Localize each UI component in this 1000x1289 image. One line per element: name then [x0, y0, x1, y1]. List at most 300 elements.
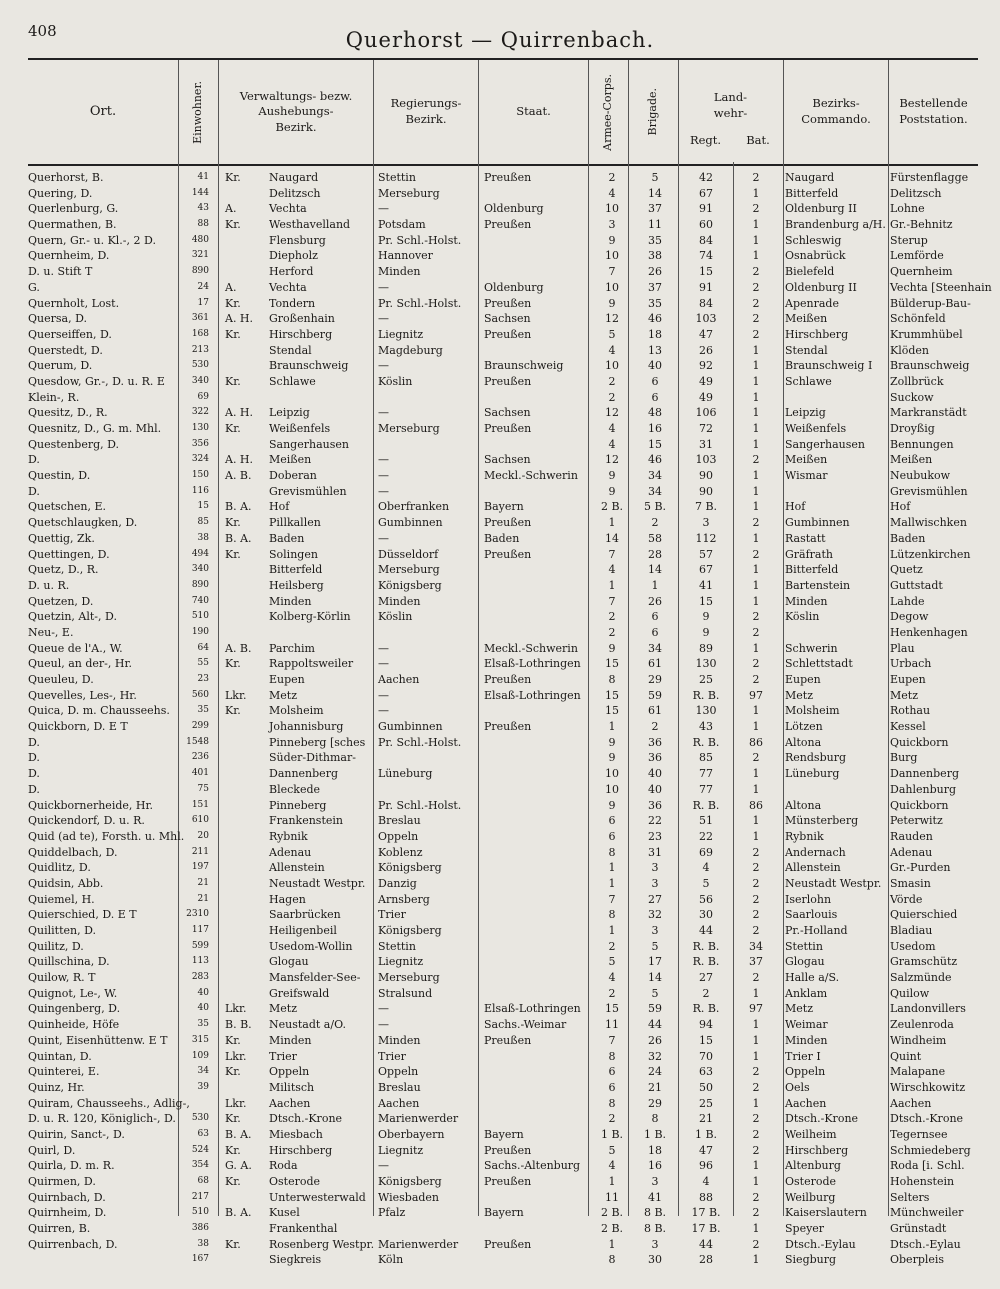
- government-district: Pr. Schl.-Holst.: [378, 798, 462, 812]
- brigade: 26: [648, 1033, 662, 1047]
- table-row: [28, 1111, 978, 1127]
- landwehr-regiment: 25: [699, 673, 713, 686]
- post-station: Smasin: [890, 876, 931, 890]
- table-row: [28, 1001, 978, 1017]
- army-corps: 1: [608, 924, 616, 937]
- place-name: Quern, Gr.- u. Kl.-, 2 D.: [28, 233, 156, 247]
- header-landwehr: Land- wehr-: [713, 90, 748, 120]
- landwehr-regiment: 57: [699, 547, 713, 561]
- population: 197: [191, 862, 209, 873]
- army-corps: 1: [608, 861, 616, 875]
- state: Preußen: [484, 720, 532, 734]
- government-district: Köln: [378, 1253, 404, 1267]
- landwehr-battalion: 1: [752, 374, 760, 388]
- brigade: 59: [648, 1002, 662, 1016]
- district-command: Halle a/S.: [785, 971, 840, 985]
- landwehr-regiment: 112: [695, 531, 717, 545]
- landwehr-battalion: 2: [752, 547, 760, 561]
- army-corps: 6: [608, 814, 616, 828]
- landwehr-battalion: 1: [752, 422, 760, 435]
- admin-district: Bleckede: [269, 782, 320, 796]
- admin-district: Pinneberg [sches: [269, 735, 366, 749]
- district-command: Sangerhausen: [785, 437, 865, 451]
- district-type: B. A.: [225, 1206, 252, 1220]
- landwehr-regiment: 77: [699, 767, 713, 781]
- place-name: Quint, Eisenhüttenw. E T: [28, 1033, 168, 1047]
- government-district: Stettin: [378, 171, 416, 184]
- army-corps: 9: [608, 484, 616, 498]
- brigade: 18: [648, 1143, 662, 1157]
- admin-district: Diepholz: [269, 249, 318, 263]
- government-district: Königsberg: [378, 861, 442, 875]
- army-corps: 2: [608, 610, 616, 624]
- admin-district: Bitterfeld: [269, 563, 323, 577]
- army-corps: 2 B.: [600, 1206, 624, 1220]
- government-district: —: [378, 1159, 389, 1173]
- landwehr-regiment: 51: [699, 814, 713, 828]
- landwehr-battalion: 1: [752, 641, 760, 655]
- government-district: Magdeburg: [378, 343, 443, 357]
- place-name: Quirin, Sanct-, D.: [28, 1127, 125, 1141]
- admin-district: Miesbach: [269, 1127, 323, 1141]
- header-bezirkskommando: Bezirks- Commando.: [783, 60, 888, 164]
- population: 64: [197, 642, 209, 653]
- post-station: Klöden: [890, 343, 929, 357]
- district-command: Meißen: [785, 312, 828, 326]
- landwehr-battalion: 1: [752, 563, 760, 577]
- district-command: Gumbinnen: [785, 516, 850, 530]
- place-name: Quidsin, Abb.: [28, 876, 104, 890]
- district-command: Hirschberg: [785, 327, 849, 341]
- landwehr-regiment: 72: [699, 422, 713, 435]
- place-name: Quesnitz, D., G. m. Mhl.: [28, 422, 162, 435]
- landwehr-battalion: 1: [752, 437, 760, 451]
- population: 510: [191, 1207, 209, 1218]
- district-type: Lkr.: [225, 1049, 247, 1063]
- brigade: 36: [648, 735, 662, 749]
- admin-district: Vechta: [269, 202, 307, 216]
- table-row: [28, 1205, 978, 1221]
- army-corps: 2: [608, 374, 616, 388]
- army-corps: 7: [608, 1033, 616, 1047]
- government-district: Oberbayern: [378, 1127, 445, 1141]
- post-station: Delitzsch: [890, 186, 942, 200]
- brigade: 58: [648, 531, 662, 545]
- district-type: Kr.: [225, 1175, 241, 1188]
- landwehr-regiment: 21: [699, 1112, 713, 1126]
- place-name: Quiddelbach, D.: [28, 845, 118, 859]
- landwehr-battalion: 2: [752, 453, 760, 467]
- brigade: 26: [648, 265, 662, 279]
- district-type: B. A.: [225, 531, 252, 545]
- post-station: Vechta [Steenhain: [890, 280, 992, 294]
- landwehr-battalion: 1: [752, 218, 760, 232]
- admin-district: Allenstein: [269, 861, 325, 875]
- landwehr-battalion: 2: [752, 280, 760, 294]
- army-corps: 1: [608, 1175, 616, 1188]
- table-row: [28, 233, 978, 249]
- army-corps: 2: [608, 171, 616, 184]
- government-district: —: [378, 641, 389, 655]
- army-corps: 6: [608, 1065, 616, 1079]
- district-type: Kr.: [225, 1065, 241, 1079]
- admin-district: Unterwesterwald: [269, 1190, 366, 1204]
- government-district: —: [378, 406, 389, 420]
- landwehr-regiment: 5: [702, 876, 710, 890]
- district-command: Speyer: [785, 1222, 825, 1236]
- government-district: Merseburg: [378, 186, 440, 200]
- place-name: Quirrenbach, D.: [28, 1237, 118, 1251]
- post-station: Windheim: [890, 1033, 947, 1047]
- place-name: Quiram, Chausseehs., Adlig-,: [28, 1096, 190, 1110]
- population: 35: [197, 705, 209, 716]
- post-station: Quickborn: [890, 735, 949, 749]
- landwehr-regiment: 67: [699, 563, 713, 577]
- army-corps: 10: [605, 782, 619, 796]
- district-type: G. A.: [225, 1159, 252, 1173]
- post-station: Tegernsee: [890, 1127, 948, 1141]
- table-row: [28, 970, 978, 986]
- landwehr-battalion: 2: [752, 625, 760, 639]
- government-district: Merseburg: [378, 422, 440, 435]
- admin-district: Leipzig: [269, 406, 310, 420]
- table-row: [28, 719, 978, 735]
- government-district: Breslau: [378, 1080, 421, 1094]
- table-row: [28, 1127, 978, 1143]
- place-name: Quinterei, E.: [28, 1065, 100, 1079]
- brigade: 5: [651, 171, 659, 184]
- landwehr-regiment: 4: [702, 1175, 710, 1188]
- army-corps: 2: [608, 986, 616, 1000]
- district-command: Schlettstadt: [785, 657, 853, 671]
- admin-district: Tondern: [269, 296, 316, 310]
- state: Preußen: [484, 1175, 532, 1188]
- admin-district: Sangerhausen: [269, 437, 349, 451]
- landwehr-regiment: 9: [702, 625, 710, 639]
- admin-district: Eupen: [269, 673, 305, 686]
- district-type: Kr.: [225, 374, 241, 388]
- population: 168: [191, 328, 209, 339]
- army-corps: 6: [608, 1080, 616, 1094]
- brigade: 14: [648, 186, 662, 200]
- district-command: Rastatt: [785, 531, 826, 545]
- brigade: 61: [648, 657, 662, 671]
- brigade: 24: [648, 1065, 662, 1079]
- post-station: Droyßig: [890, 422, 935, 435]
- place-name: Quering, D.: [28, 186, 93, 200]
- district-command: Stettin: [785, 939, 823, 953]
- landwehr-regiment: R. B.: [692, 735, 720, 749]
- brigade: 6: [651, 610, 659, 624]
- admin-district: Weißenfels: [269, 422, 331, 435]
- district-command: Bielefeld: [785, 265, 835, 279]
- table-row: [28, 1237, 978, 1253]
- army-corps: 14: [605, 531, 619, 545]
- district-command: Schleswig: [785, 233, 842, 247]
- brigade: 30: [648, 1253, 662, 1267]
- admin-district: Militsch: [269, 1080, 315, 1094]
- brigade: 35: [648, 233, 662, 247]
- population: 69: [197, 391, 209, 402]
- district-command: Metz: [785, 688, 813, 702]
- landwehr-battalion: 2: [752, 202, 760, 216]
- place-name: Queuleu, D.: [28, 673, 94, 686]
- government-district: Oppeln: [378, 829, 419, 843]
- admin-district: Mansfelder-See-: [269, 971, 361, 985]
- place-name: Quetzen, D.: [28, 594, 94, 608]
- post-station: Metz: [890, 688, 918, 702]
- post-station: Schönfeld: [890, 312, 946, 326]
- government-district: —: [378, 657, 389, 671]
- brigade: 40: [648, 782, 662, 796]
- landwehr-regiment: 17 B.: [691, 1222, 721, 1236]
- district-command: Stendal: [785, 343, 828, 357]
- post-station: Gramschütz: [890, 955, 958, 969]
- district-command: Eupen: [785, 673, 821, 686]
- brigade: 6: [651, 390, 659, 404]
- header-staat: Staat.: [478, 60, 588, 164]
- admin-district: Johannisburg: [269, 720, 344, 734]
- table-row: [28, 264, 978, 280]
- government-district: Köslin: [378, 610, 413, 624]
- population: 322: [191, 407, 209, 418]
- landwehr-battalion: 1: [752, 594, 760, 608]
- post-station: Henkenhagen: [890, 625, 968, 639]
- admin-district: Dtsch.-Krone: [269, 1112, 343, 1126]
- district-command: Molsheim: [785, 704, 840, 718]
- landwehr-battalion: 1: [752, 469, 760, 483]
- population: 610: [191, 815, 209, 826]
- district-command: Meißen: [785, 453, 828, 467]
- state: Bayern: [484, 1127, 524, 1141]
- district-type: A.: [225, 280, 237, 294]
- government-district: Trier: [378, 1049, 406, 1063]
- state: Preußen: [484, 1033, 532, 1047]
- district-command: Neustadt Westpr.: [785, 876, 882, 890]
- table-row: [28, 750, 978, 766]
- post-station: Quilow: [890, 986, 930, 1000]
- population: 85: [197, 517, 209, 528]
- post-station: Neubukow: [890, 469, 951, 483]
- population: 890: [191, 266, 209, 277]
- place-name: Quirla, D. m. R.: [28, 1159, 115, 1173]
- header-einwohner: Einwohner.: [178, 60, 218, 164]
- table-row: [28, 735, 978, 751]
- population: 386: [191, 1223, 209, 1234]
- place-name: Quignot, Le-, W.: [28, 986, 118, 1000]
- district-command: Gräfrath: [785, 547, 833, 561]
- landwehr-regiment: 49: [699, 390, 713, 404]
- state: Sachsen: [484, 312, 531, 326]
- state: Sachs.-Weimar: [484, 1018, 567, 1032]
- landwehr-regiment: 74: [699, 249, 713, 263]
- brigade: 35: [648, 296, 662, 310]
- army-corps: 1: [608, 516, 616, 530]
- post-station: Lemförde: [890, 249, 944, 263]
- place-name: Quierschied, D. E T: [28, 908, 137, 922]
- army-corps: 2: [608, 625, 616, 639]
- post-station: Bennungen: [890, 437, 954, 451]
- government-district: Koblenz: [378, 845, 423, 859]
- admin-district: Roda: [269, 1159, 298, 1173]
- place-name: D.: [28, 751, 40, 765]
- post-station: Quierschied: [890, 908, 958, 922]
- landwehr-battalion: 86: [749, 798, 763, 812]
- brigade: 40: [648, 359, 662, 373]
- place-name: Quinheide, Höfe: [28, 1018, 120, 1032]
- army-corps: 15: [605, 704, 619, 718]
- district-type: Kr.: [225, 657, 241, 671]
- district-command: Oldenburg II: [785, 202, 857, 216]
- landwehr-battalion: 2: [752, 265, 760, 279]
- brigade: 21: [648, 1080, 662, 1094]
- landwehr-battalion: 2: [752, 924, 760, 937]
- admin-district: Delitzsch: [269, 186, 321, 200]
- post-station: Adenau: [890, 845, 933, 859]
- admin-district: Neustadt Westpr.: [269, 876, 366, 890]
- admin-district: Aachen: [269, 1096, 311, 1110]
- post-station: Baden: [890, 531, 926, 545]
- government-district: Aachen: [378, 673, 420, 686]
- post-station: Suckow: [890, 390, 934, 404]
- post-station: Plau: [890, 641, 915, 655]
- state: Baden: [484, 531, 520, 545]
- government-district: Oppeln: [378, 1065, 419, 1079]
- population: 324: [191, 454, 209, 465]
- government-district: Breslau: [378, 814, 421, 828]
- table-row: [28, 766, 978, 782]
- table-row: [28, 609, 978, 625]
- army-corps: 1: [608, 876, 616, 890]
- state: Bayern: [484, 1206, 524, 1220]
- table-row: [28, 1033, 978, 1049]
- post-station: Bladiau: [890, 924, 933, 937]
- landwehr-regiment: R. B.: [692, 939, 720, 953]
- state: Preußen: [484, 1237, 532, 1251]
- army-corps: 9: [608, 296, 616, 310]
- post-station: Lützenkirchen: [890, 547, 971, 561]
- table-row: [28, 641, 978, 657]
- landwehr-regiment: 92: [699, 359, 713, 373]
- place-name: Queul, an der-, Hr.: [28, 657, 133, 671]
- brigade: 16: [648, 1159, 662, 1173]
- district-command: Bitterfeld: [785, 186, 839, 200]
- government-district: Merseburg: [378, 971, 440, 985]
- district-command: Saarlouis: [785, 908, 838, 922]
- brigade: 15: [648, 437, 662, 451]
- army-corps: 9: [608, 641, 616, 655]
- government-district: Düsseldorf: [378, 547, 439, 561]
- landwehr-battalion: 2: [752, 845, 760, 859]
- admin-district: Frankenthal: [269, 1222, 338, 1236]
- landwehr-battalion: 2: [752, 1112, 760, 1126]
- place-name: Quetzin, Alt-, D.: [28, 610, 117, 624]
- population: 88: [197, 219, 209, 230]
- government-district: Königsberg: [378, 1175, 442, 1188]
- army-corps: 2 B.: [600, 1222, 624, 1236]
- post-station: Eupen: [890, 673, 926, 686]
- district-command: Anklam: [785, 986, 828, 1000]
- place-name: Queue de l'A., W.: [28, 641, 123, 655]
- landwehr-battalion: 1: [752, 1096, 760, 1110]
- brigade: 2: [651, 720, 659, 734]
- landwehr-battalion: 37: [749, 955, 763, 969]
- brigade: 11: [648, 218, 662, 232]
- landwehr-battalion: 2: [752, 673, 760, 686]
- army-corps: 9: [608, 469, 616, 483]
- district-command: Glogau: [785, 955, 825, 969]
- place-name: Quingenberg, D.: [28, 1002, 121, 1016]
- brigade: 26: [648, 594, 662, 608]
- post-station: Rothau: [890, 704, 931, 718]
- landwehr-regiment: 103: [695, 453, 717, 467]
- landwehr-regiment: 56: [699, 892, 713, 906]
- government-district: —: [378, 280, 389, 294]
- place-name: Quettingen, D.: [28, 547, 110, 561]
- admin-district: Süder-Dithmar-: [269, 751, 356, 765]
- district-command: Aachen: [785, 1096, 827, 1110]
- army-corps: 9: [608, 735, 616, 749]
- admin-district: Stendal: [269, 343, 312, 357]
- post-station: Münchweiler: [890, 1206, 964, 1220]
- government-district: —: [378, 312, 389, 326]
- district-type: Kr.: [225, 327, 241, 341]
- admin-district: Heiligenbeil: [269, 924, 337, 937]
- table-row: [28, 280, 992, 296]
- population: 130: [191, 423, 209, 433]
- landwehr-battalion: 2: [752, 1190, 760, 1204]
- post-station: Schmiedeberg: [890, 1143, 971, 1157]
- army-corps: 12: [605, 453, 619, 467]
- state: Preußen: [484, 1143, 532, 1157]
- state: Meckl.-Schwerin: [484, 469, 578, 483]
- army-corps: 10: [605, 249, 619, 263]
- admin-district: Rosenberg Westpr.: [269, 1237, 375, 1251]
- landwehr-regiment: 67: [699, 186, 713, 200]
- population: 167: [191, 1254, 209, 1265]
- landwehr-battalion: 1: [752, 1159, 760, 1173]
- army-corps: 2: [608, 939, 616, 953]
- government-district: Minden: [378, 265, 421, 279]
- table-row: [28, 688, 978, 704]
- district-command: Iserlohn: [785, 892, 832, 906]
- place-name: Questenberg, D.: [28, 437, 120, 451]
- landwehr-battalion: 1: [752, 704, 760, 718]
- place-name: Quernholt, Lost.: [28, 296, 120, 310]
- post-station: Salzmünde: [890, 971, 952, 985]
- district-command: Oldenburg II: [785, 280, 857, 294]
- population: 283: [191, 972, 209, 983]
- place-name: D. u. R. 120, Königlich-, D.: [28, 1112, 176, 1126]
- admin-district: Kolberg-Körlin: [269, 610, 351, 624]
- army-corps: 7: [608, 594, 616, 608]
- army-corps: 2: [608, 1112, 616, 1126]
- header-regierung: Regierungs- Bezirk.: [373, 60, 478, 164]
- table-row: [28, 358, 978, 374]
- table-row: [28, 421, 978, 437]
- district-command: Weißenfels: [785, 422, 847, 435]
- population: 494: [191, 548, 209, 559]
- landwehr-regiment: 91: [699, 202, 713, 216]
- army-corps: 15: [605, 657, 619, 671]
- district-type: Kr.: [225, 1143, 241, 1157]
- place-name: Querseiffen, D.: [28, 327, 112, 341]
- brigade: 16: [648, 422, 662, 435]
- state: Sachsen: [484, 406, 531, 420]
- army-corps: 9: [608, 798, 616, 812]
- population: 599: [191, 940, 209, 951]
- district-command: Minden: [785, 594, 828, 608]
